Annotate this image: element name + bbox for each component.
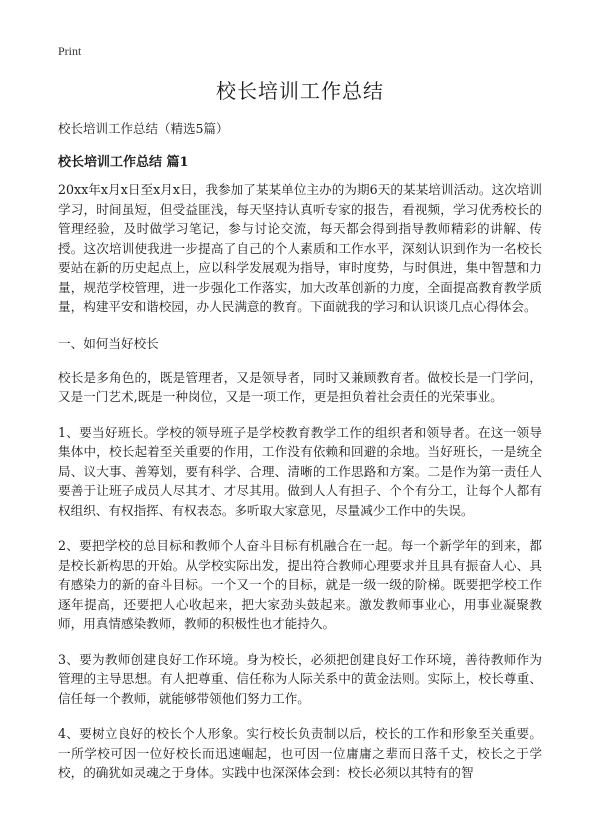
outline-heading: 一、如何当好校长 (58, 335, 159, 351)
section-heading: 校长培训工作总结 篇1 (58, 155, 189, 170)
body-paragraph-4: 4、要树立良好的校长个人形象。实行校长负责制以后，校长的工作和形象至关重要。一所学校可因一位好校长而迅速崛起，也可因一位庸庸之辈而日落千丈，校长之于学校，的确犹如灵魂之于身体。实践中也深深体会到：校长必须以其特有的智 (58, 726, 542, 780)
body-paragraph-1: 1、要当好班长。学校的领导班子是学校教育教学工作的组织者和领导者。在这一领导集体中，校长起着至关重要的作用，工作没有依赖和回避的余地。当好班长，一是统全局、议大事、善筹划，要有科学、合理、清晰的工作思路和方案。二是作为第一责任人要善于让班子成员人尽其才、才尽其用。做到人人有担子、个个有分工，让每个人都有权组织、有权指挥、有权表态。多听取大家意见，尽量减少工作中的失误。 (58, 424, 542, 518)
document-title: 校长培训工作总结 (216, 79, 384, 103)
body-paragraph-roles: 校长是多角色的，既是管理者，又是领导者，同时又兼顾教育者。做校长是一门学问，又是一门艺术,既是一种岗位，又是一项工作，更是担负着社会责任的光荣事业。 (58, 369, 542, 404)
document-subtitle: 校长培训工作总结（精选5篇） (58, 121, 229, 136)
body-paragraph-3: 3、要为教师创建良好工作环境。身为校长，必须把创建良好工作环境，善待教师作为管理的主导思想。有人把尊重、信任称为人际关系中的黄金法则。实际上，校长尊重、信任每一个教师，就能够带领他们努力工作。 (58, 651, 542, 706)
intro-paragraph: 20xx年x月x日至x月x日，我参加了某某单位主办的为期6天的某某培训活动。这次培训学习，时间虽短，但受益匪浅，每天坚持认真听专家的报告，看视频，学习优秀校长的管理经验，及时做学习笔记，参与讨论交流，每天都会得到指导教师精彩的讲解、传授。这次培训使我进一步提高了自己的个人素质和工作水平，深刻认识到作为一名校长要站在新的历史起点上，应以科学发展观为指导，审时度势，与时俱进，集中智慧和力量，规范学校管理，进一步强化工作落实，加大改革创新的力度，全面提高教育教学质量，构建平安和谐校园，办人民满意的教育。下面就我的学习和认识谈几点心得体会。 (58, 182, 542, 314)
print-label[interactable]: Print (58, 44, 82, 58)
body-paragraph-2: 2、要把学校的总目标和教师个人奋斗目标有机融合在一起。每一个新学年的到来，都是校长新构思的开始。从学校实际出发，提出符合教师心理要求并且具有振奋人心、具有感染力的新的奋斗目标。一个又一个的目标，就是一级一级的阶梯。既要把学校工作逐年提高，还要把人心收起来，把大家劲头鼓起来。激发教师事业心，用事业凝聚教师，用真情感染教师，教师的积极性也才能持久。 (58, 538, 542, 631)
